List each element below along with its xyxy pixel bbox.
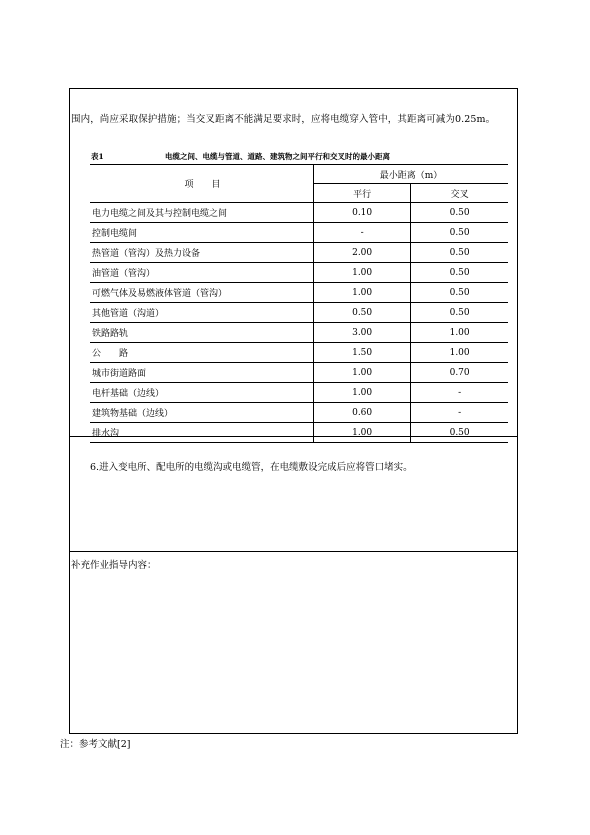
table-row <box>90 223 508 243</box>
note-6: 6.进入变电所、配电所的电缆沟或电缆管，在电缆敷设完成后应将管口堵实。 <box>90 462 413 473</box>
row-cross: 0.70 <box>411 363 508 383</box>
row-item: 城市街道路面 <box>90 363 314 383</box>
row-item: 铁路路轨 <box>90 323 314 343</box>
table-caption <box>91 151 507 163</box>
row-cross: 0.50 <box>411 203 508 223</box>
table-row <box>90 303 508 323</box>
row-parallel: 1.00 <box>314 363 411 383</box>
table-row <box>90 283 508 303</box>
table-title: 电缆之间、电缆与管道、道路、建筑物之间平行和交叉时的最小距离 <box>165 152 390 161</box>
intro-text: 围内，尚应采取保护措施；当交叉距离不能满足要求时，应将电缆穿入管中，其距离可减为0.25m。 <box>71 114 496 125</box>
row-cross: 0.50 <box>411 263 508 283</box>
row-parallel: 1.00 <box>314 263 411 283</box>
table-row <box>90 203 508 223</box>
row-cross: 0.50 <box>411 243 508 263</box>
supplement-label: 补充作业指导内容： <box>71 560 157 571</box>
row-parallel: 0.50 <box>314 303 411 323</box>
row-item: 电杆基础（边线） <box>90 383 314 403</box>
row-item: 电力电缆之间及其与控制电缆之间 <box>90 203 314 223</box>
table-number: 表1 <box>91 152 104 161</box>
table-row <box>90 403 508 423</box>
table-row <box>90 263 508 283</box>
header-min-distance: 最小距离（m） <box>314 165 509 184</box>
row-cross: 1.00 <box>411 343 508 363</box>
section-divider <box>69 551 518 552</box>
row-item: 控制电缆间 <box>90 223 314 243</box>
row-item: 公 路 <box>90 343 314 363</box>
row-item: 排水沟 <box>90 423 314 443</box>
row-cross: - <box>411 403 508 423</box>
header-parallel: 平行 <box>314 184 411 203</box>
row-cross: - <box>411 383 508 403</box>
row-parallel: 0.10 <box>314 203 411 223</box>
row-item: 油管道（管沟） <box>90 263 314 283</box>
header-cross: 交叉 <box>411 184 508 203</box>
table-row <box>90 423 508 443</box>
table-row <box>90 363 508 383</box>
row-parallel: - <box>314 223 411 243</box>
row-parallel: 0.60 <box>314 403 411 423</box>
table-row <box>90 383 508 403</box>
row-item: 热管道（管沟）及热力设备 <box>90 243 314 263</box>
row-cross: 1.00 <box>411 323 508 343</box>
header-item: 项 目 <box>90 165 314 203</box>
row-parallel: 1.00 <box>314 283 411 303</box>
table-row <box>90 243 508 263</box>
row-parallel: 2.00 <box>314 243 411 263</box>
row-cross: 0.50 <box>411 223 508 243</box>
row-item: 建筑物基础（边线） <box>90 403 314 423</box>
row-item: 其他管道（沟道） <box>90 303 314 323</box>
footnote: 注：参考文献[2] <box>60 739 131 750</box>
row-cross: 0.50 <box>411 283 508 303</box>
row-parallel: 1.00 <box>314 383 411 403</box>
row-cross: 0.50 <box>411 303 508 323</box>
row-cross: 0.50 <box>411 423 508 443</box>
min-distance-table <box>90 164 508 443</box>
row-parallel: 3.00 <box>314 323 411 343</box>
row-item: 可燃气体及易燃液体管道（管沟） <box>90 283 314 303</box>
table-row <box>90 343 508 363</box>
row-parallel: 1.50 <box>314 343 411 363</box>
row-parallel: 1.00 <box>314 423 411 443</box>
table-row <box>90 323 508 343</box>
